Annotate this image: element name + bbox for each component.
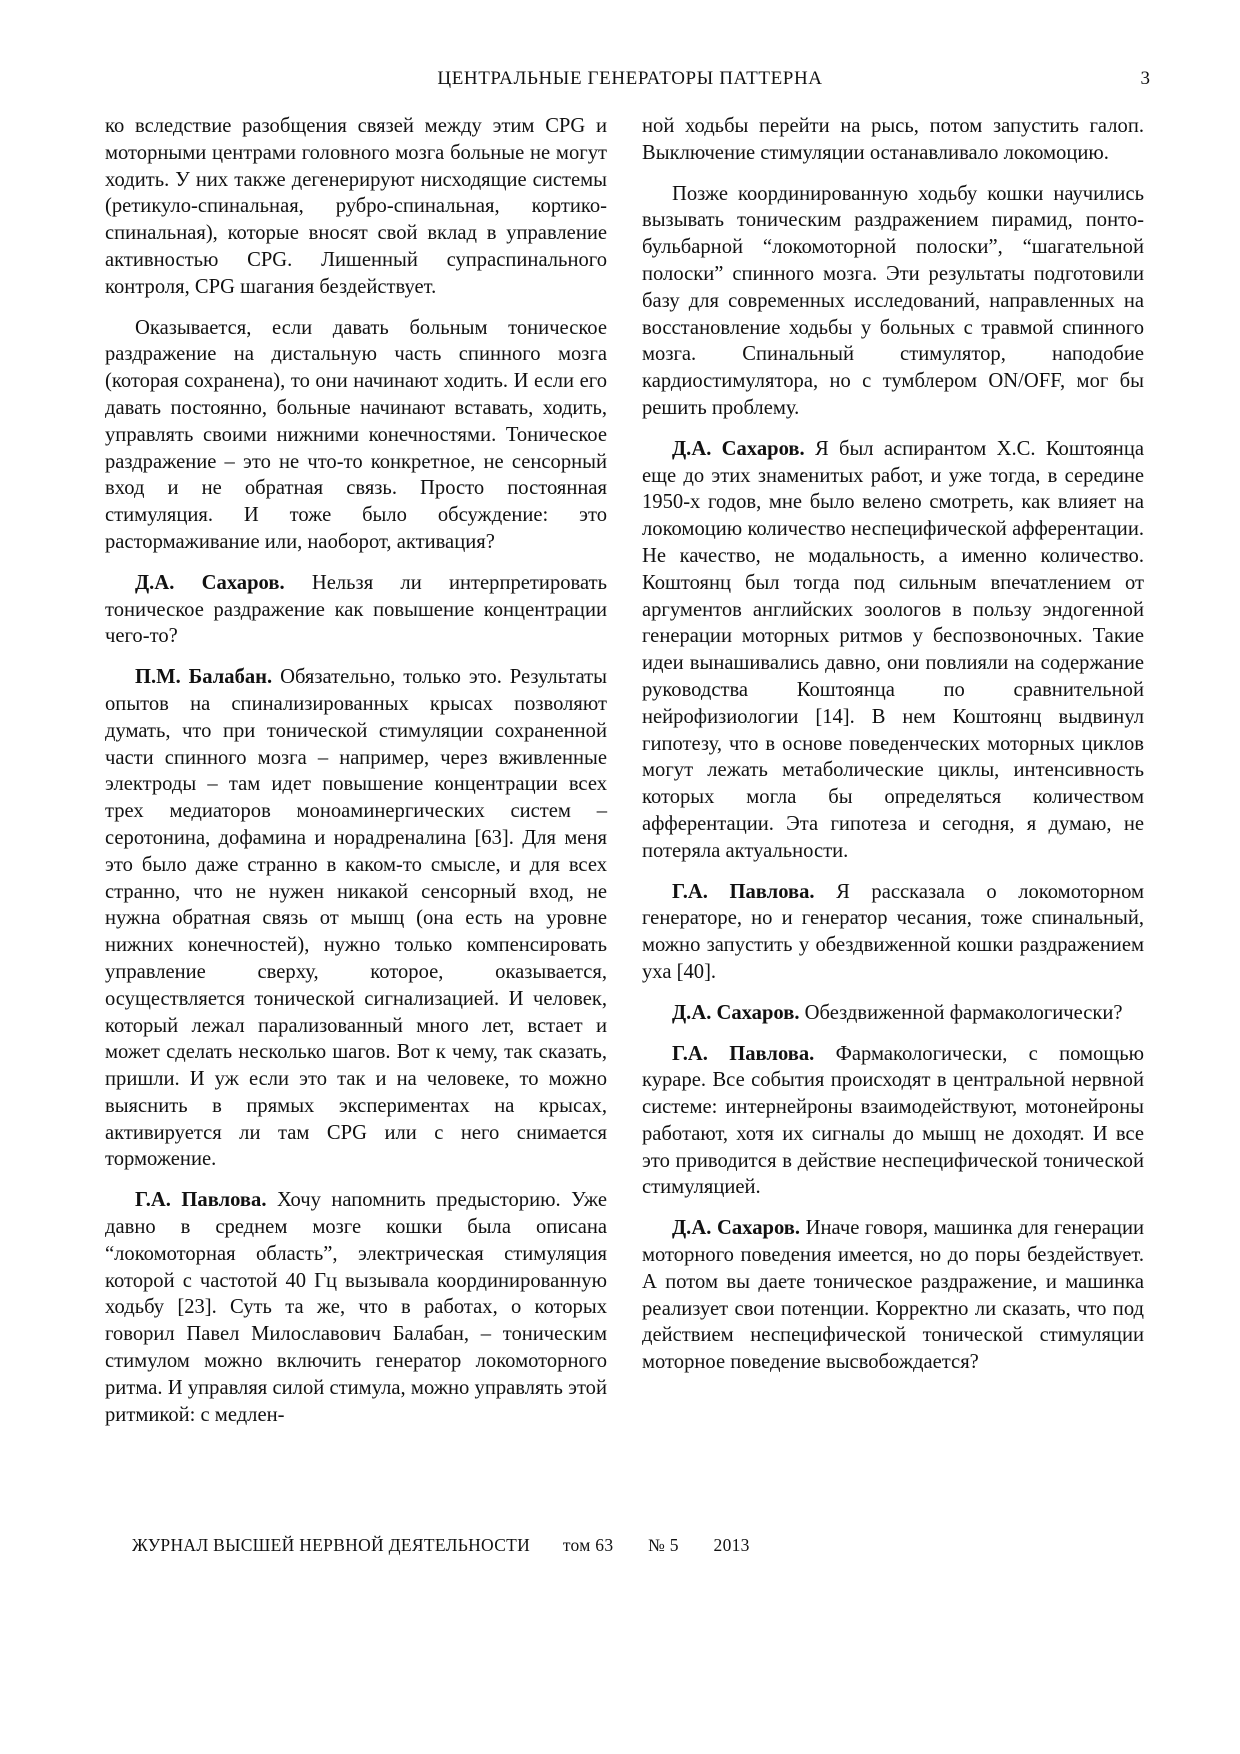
paragraph-text: ной ходьбы перейти на рысь, потом запустить галоп. Выключение стимуляции останавливало локомоцию. — [642, 115, 1144, 164]
paragraph-text: Нельзя ли интерпретировать тоническое раздражение как повышение концентрации чего-то? — [105, 571, 607, 648]
paragraph — [105, 570, 607, 650]
speaker-name: Д.А. Сахаров. — [672, 437, 805, 460]
journal-year: 2013 — [713, 1535, 750, 1555]
speaker-name: Г.А. Павлова. — [672, 880, 815, 903]
running-title: ЦЕНТРАЛЬНЫЕ ГЕНЕРАТОРЫ ПАТТЕРНА — [437, 68, 823, 89]
left-column — [105, 113, 607, 1442]
paragraph — [105, 1187, 607, 1428]
paragraph — [642, 181, 1144, 422]
journal-issue: № 5 — [648, 1535, 679, 1555]
paragraph-text: ко вследствие разобщения связей между этим CPG и моторными центрами головного мозга больные не могут ходить. У них также дегенерируют нисходящие системы (ретикуло-спинальная, рубро-спинальная, кортико-спинальная), которые вносят свой вклад в управление активностью CPG. Лишенный супраспинального контроля, CPG шагания бездействует. — [105, 115, 607, 298]
page-number: 3 — [1140, 68, 1150, 89]
paragraph — [642, 436, 1144, 865]
running-header — [110, 68, 1150, 108]
paragraph-text: Я рассказала о локомоторном генераторе, но и генератор чесания, тоже спинальный, можно запустить у обездвиженной кошки раздражением уха [40]. — [642, 880, 1145, 983]
speaker-name: Д.А. Сахаров. — [672, 1001, 800, 1024]
speaker-name: Д.А. Сахаров. — [672, 1217, 800, 1240]
speaker-name: Г.А. Павлова. — [135, 1189, 267, 1212]
paragraph-text: Хочу напомнить предысторию. Уже давно в среднем мозге кошки была описана “локомоторная область”, электрическая стимуляция которой с частотой 40 Гц вызывала координированную ходьбу [23]. Суть та же, что в работах, о которых говорил Павел Милославович Балабан, – тоническим стимулом можно включить генератор локомоторного ритма. И управляя силой стимула, можно управлять этой ритмикой: с медлен- — [105, 1189, 607, 1426]
paragraph — [642, 1000, 1144, 1027]
paragraph-text: Обязательно, только это. Результаты опытов на спинализированных крысах позволяют думать, что при тонической стимуляции сохраненной части спинного мозга – например, через вживленные электроды – там идет повышение концентрации всех трех медиаторов моноаминергических систем – серотонина, дофамина и норадреналина [63]. Для меня это было даже странно в каком-то смысле, и для всех странно, что не нужен никакой сенсорный вход, не нужна обратная связь от мышц (она есть на уровне нижних конечностей), нужно только компенсировать управление сверху, которое, оказывается, осуществляется тонической сигнализацией. И человек, который лежал парализованный много лет, встает и может сделать несколько шагов. Вот к чему, так сказать, пришли. И уж если это так и на человеке, то можно выяснить в прямых экспериментах на крысах, активируется ли там CPG или с него снимается торможение. — [105, 666, 608, 1171]
paragraph-text: Фармакологически, с помощью кураре. Все события происходят в центральной нервной системе: интернейроны взаимодействуют, мотонейроны работают, хотя их сигналы до мышц не доходят. И все это приводится в действие неспецифической тонической стимуляцией. — [642, 1042, 1144, 1199]
paragraph — [642, 1041, 1144, 1202]
paragraph — [105, 113, 607, 301]
speaker-name: П.М. Балабан. — [135, 666, 273, 689]
paragraph-text: Я был аспирантом Х.С. Коштоянца еще до этих знаменитых работ, и уже тогда, в середине 1950-х годов, мне было велено смотреть, как влияет на локомоцию количество неспецифической афферентации. Не качество, не модальность, а именно количество. Коштоянц был тогда под сильным впечатлением от аргументов английских зоологов в пользу эндогенной генерации моторных ритмов у беспозвоночных. Такие идеи вынашивались давно, они повлияли на содержание руководства Коштоянца по сравнительной нейрофизиологии [14]. В нем Коштоянц выдвинул гипотезу, что в основе поведенческих моторных циклов могут лежать метаболические циклы, интенсивность которых могла бы определяться количеством афферентации. Эта гипотеза и сегодня, я думаю, не потеряла актуальности. — [642, 437, 1144, 862]
paragraph-text: Позже координированную ходьбу кошки научились вызывать тоническим раздражением пирамид, понто-бульбарной “локомоторной полоски”, “шагательной полоски” спинного мозга. Эти результаты подготовили базу для современных исследований, направленных на восстановление ходьбы у больных с травмой спинного мозга. Спинальный стимулятор, наподобие кардиостимулятора, но с тумблером ON/OFF, мог бы решить проблему. — [642, 182, 1144, 419]
speaker-name: Г.А. Павлова. — [672, 1042, 815, 1065]
paragraph — [642, 113, 1144, 167]
journal-footer — [132, 1535, 750, 1556]
paragraph — [642, 1215, 1144, 1376]
paragraph — [105, 664, 607, 1173]
paragraph-text: Оказывается, если давать больным тоническое раздражение на дистальную часть спинного мозга (которая сохранена), то они начинают ходить. И если его давать постоянно, больные начинают вставать, ходить, управлять своими нижними конечностями. Тоническое раздражение – это не что-то конкретное, не сенсорный вход и не обратная связь. Просто постоянная стимуляция. И тоже было обсуждение: это растормаживание или, наоборот, активация? — [105, 316, 607, 553]
paragraph-text: Обездвиженной фармакологически? — [799, 1001, 1123, 1024]
paragraph — [105, 315, 607, 556]
paragraph-text: Иначе говоря, машинка для генерации моторного поведения имеется, но до поры бездействует. А потом вы даете тоническое раздражение, и машинка реализует свои потенции. Корректно ли сказать, что под действием неспецифической тонической стимуляции моторное поведение высвобождается? — [642, 1217, 1144, 1374]
journal-volume: том 63 — [562, 1535, 614, 1555]
paragraph — [642, 879, 1144, 986]
speaker-name: Д.А. Сахаров. — [135, 571, 285, 594]
right-column — [642, 113, 1144, 1390]
journal-name: ЖУРНАЛ ВЫСШЕЙ НЕРВНОЙ ДЕЯТЕЛЬНОСТИ — [132, 1535, 531, 1555]
